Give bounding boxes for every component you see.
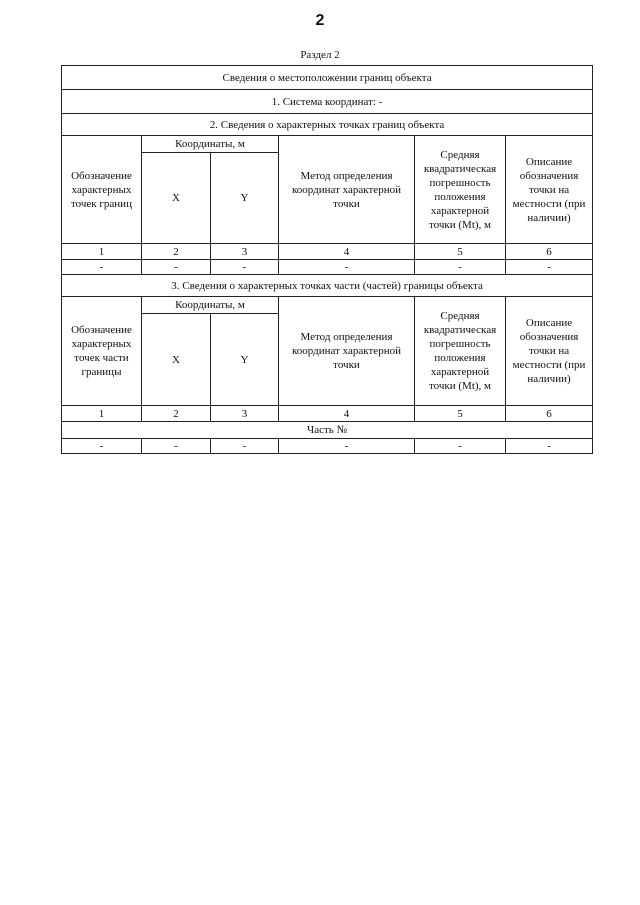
block2-value-row [62,439,593,454]
table-title: Сведения о местоположении границ объекта [62,66,593,90]
block1-col-x: X [142,153,211,244]
block2-part-label: Часть № [62,422,593,439]
block2-num: 3 [211,406,279,422]
block2-col-y: Y [211,314,279,406]
block2-col-x: X [142,314,211,406]
block1-col-coordinates: Координаты, м [142,136,279,153]
block1-value: - [211,260,279,275]
block2-col-designation: Обозначение характерных точек части границы [62,297,142,406]
block2-col-coordinates: Координаты, м [142,297,279,314]
block2-col-description: Описание обозначения точки на местности (при наличии) [506,297,593,406]
block1-col-description: Описание обозначения точки на местности (при наличии) [506,136,593,244]
block1-num: 6 [506,244,593,260]
block2-num: 5 [415,406,506,422]
block2-number-row [62,406,593,422]
block2-value: - [415,439,506,454]
block2-value: - [62,439,142,454]
block1-col-designation: Обозначение характерных точек границ [62,136,142,244]
block1-num: 5 [415,244,506,260]
boundary-table [61,65,593,454]
block1-col-error: Средняя квадратическая погрешность положения характерной точки (Mt), м [415,136,506,244]
block1-num: 1 [62,244,142,260]
block1-value: - [279,260,415,275]
section-title: Раздел 2 [300,49,340,61]
block2-num: 6 [506,406,593,422]
block1-num: 2 [142,244,211,260]
block2-col-error: Средняя квадратическая погрешность положения характерной точки (Mt), м [415,297,506,406]
block2-num: 1 [62,406,142,422]
block1-value: - [415,260,506,275]
block1-value: - [506,260,593,275]
block1-col-method: Метод определения координат характерной точки [279,136,415,244]
block2-col-method: Метод определения координат характерной точки [279,297,415,406]
block1-num: 3 [211,244,279,260]
block2-num: 4 [279,406,415,422]
block1-value: - [142,260,211,275]
block1-value: - [62,260,142,275]
block2-value: - [279,439,415,454]
block1-number-row [62,244,593,260]
block2-num: 2 [142,406,211,422]
block1-col-y: Y [211,153,279,244]
block2-heading: 3. Сведения о характерных точках части (частей) границы объекта [62,275,593,297]
coordinate-system: 1. Система координат: - [62,90,593,114]
block2-value: - [142,439,211,454]
block1-num: 4 [279,244,415,260]
block1-value-row [62,260,593,275]
block2-value: - [506,439,593,454]
page-number: 2 [315,12,325,29]
block2-value: - [211,439,279,454]
block1-heading: 2. Сведения о характерных точках границ объекта [62,114,593,136]
